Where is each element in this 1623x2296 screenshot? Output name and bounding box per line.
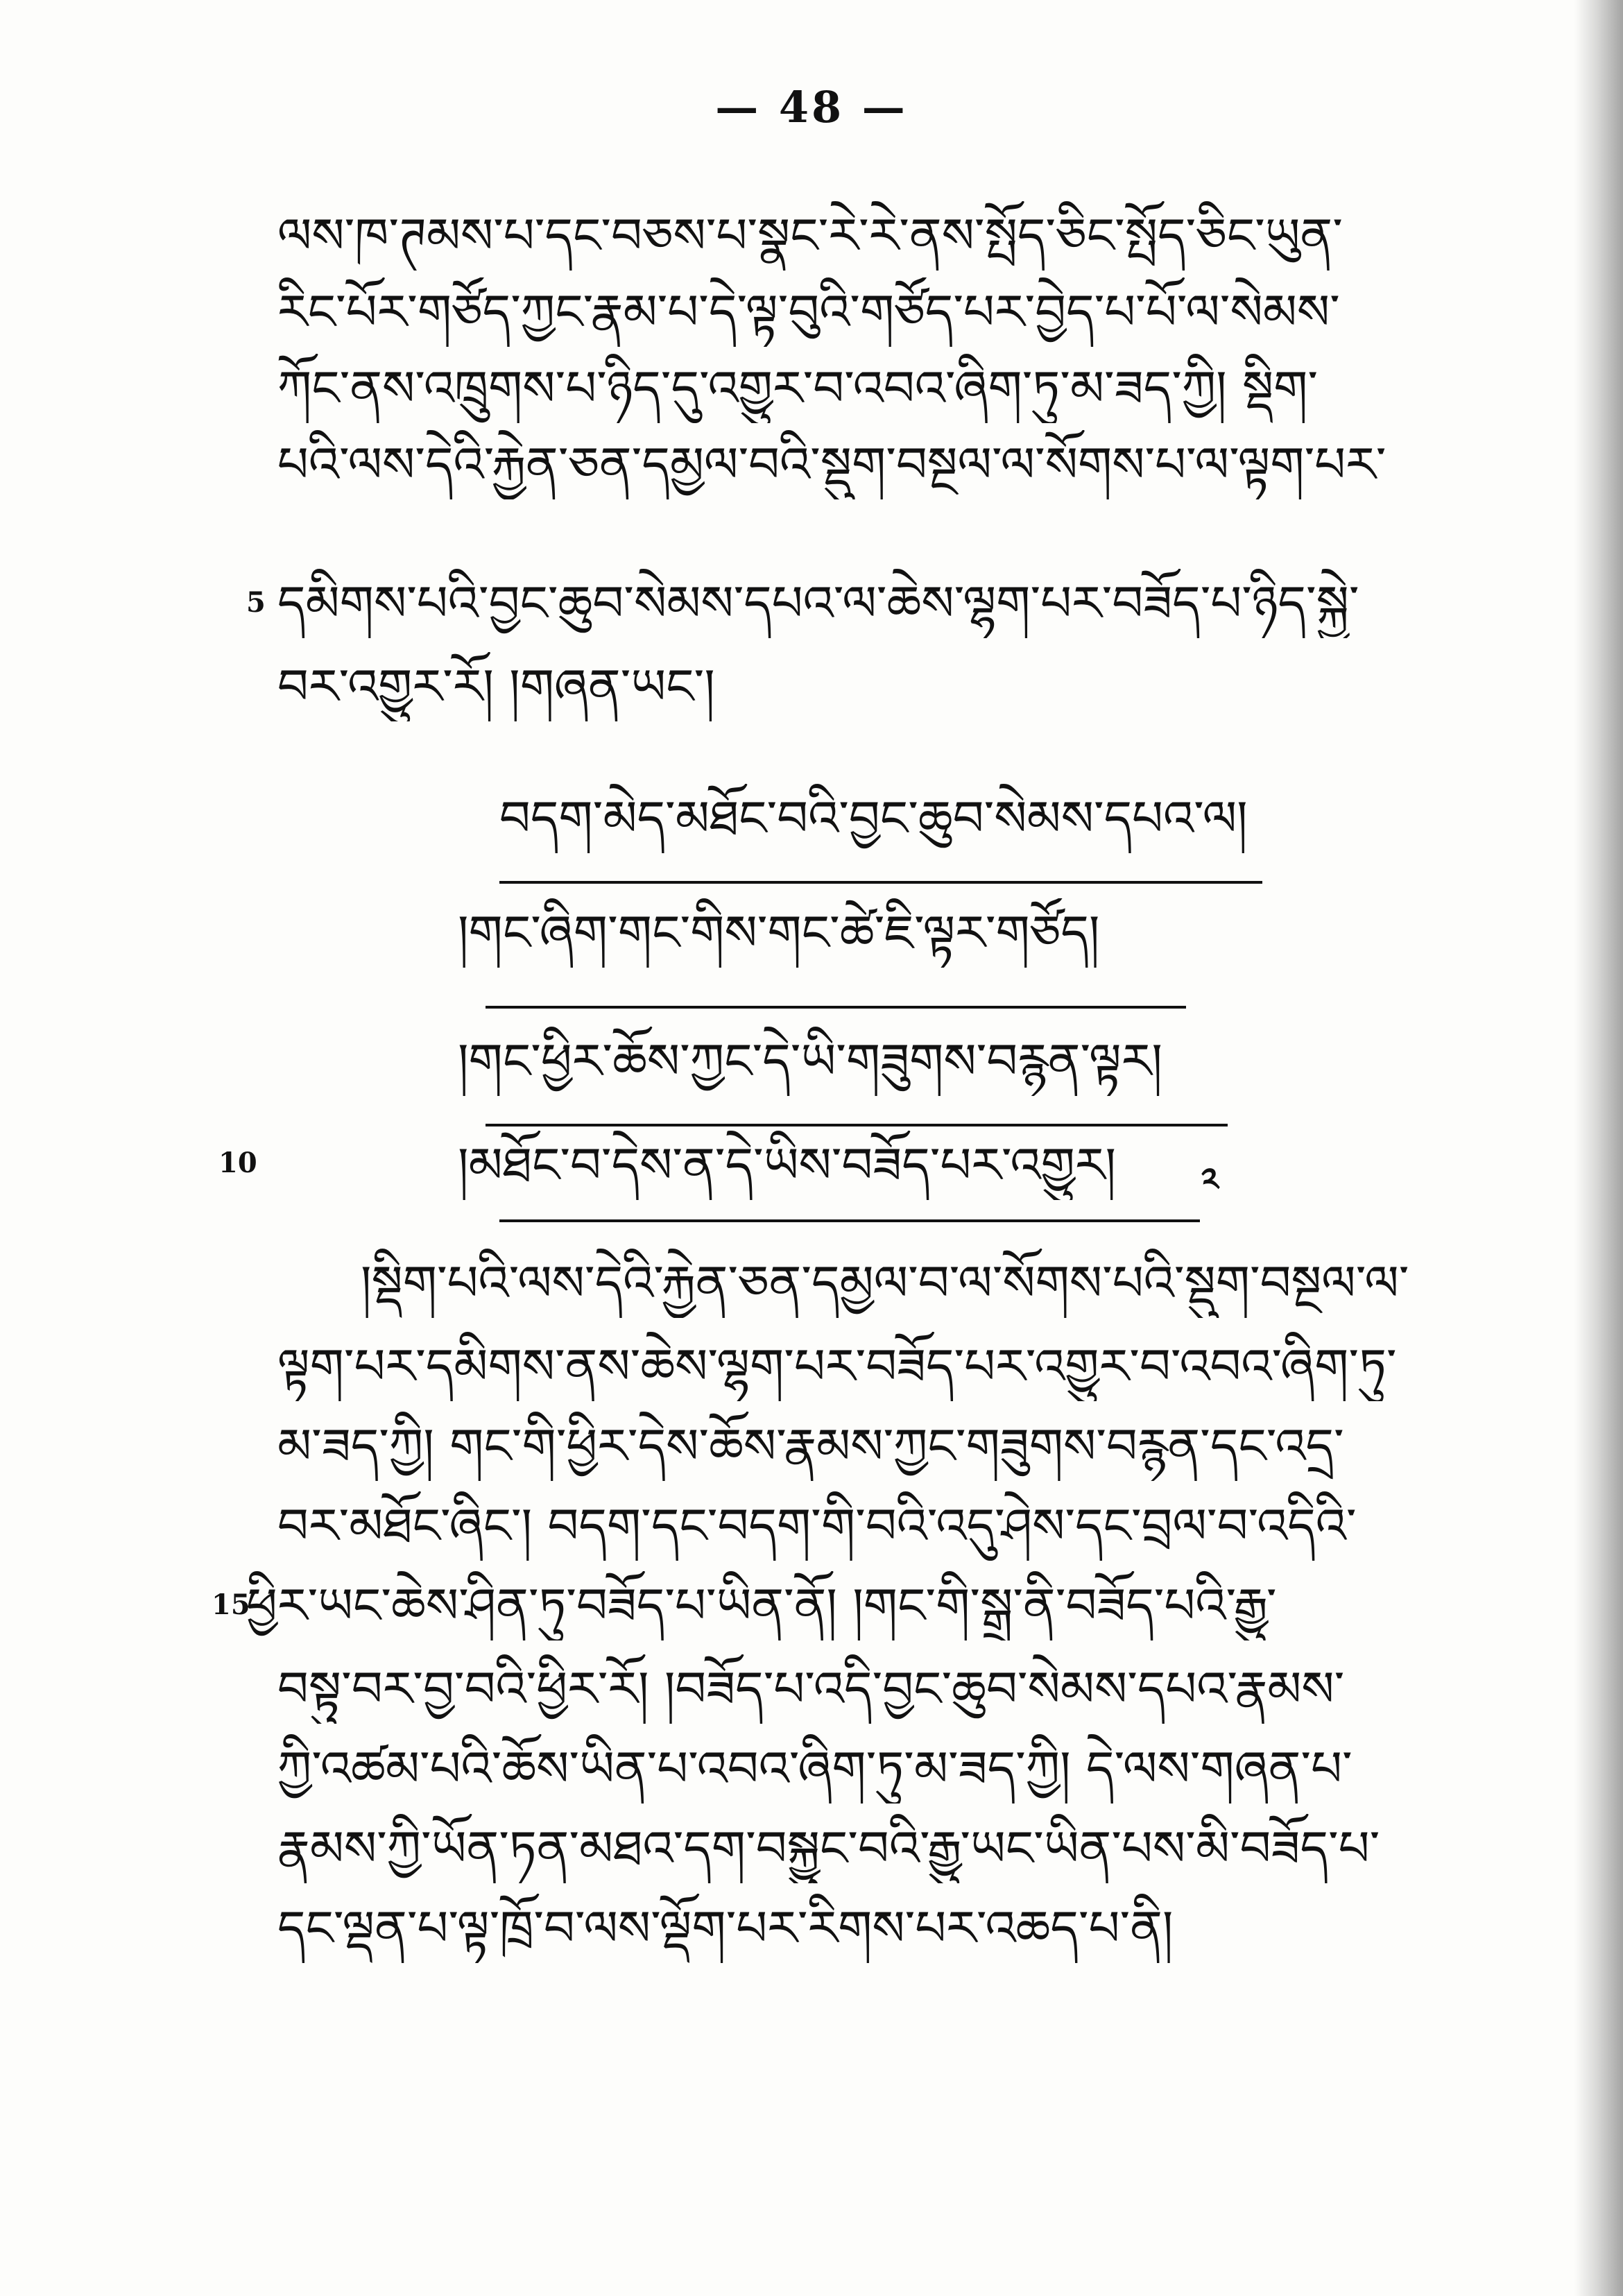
text-line: བསྟུ་བར་བྱ་བའི་ཕྱིར་རོ། །བཟོད་པ་འདི་བྱང་ཆུབ་སེམས་དཔའ་རྣམས་ — [277, 1661, 1345, 1717]
verse-underline — [486, 1124, 1228, 1126]
verse-line: །གང་ཞིག་གང་གིས་གང་ཚེ་ཇི་ལྟར་གཙོད། — [458, 905, 1100, 961]
text-line: དང་ལྡན་པ་ལྟ་ཁྲོ་བ་ལས་ལྡོག་པར་རིགས་པར་འཆད་པ་ནི། — [277, 1900, 1174, 1957]
verse-line: བདག་མེད་མཐོང་བའི་བྱང་ཆུབ་སེམས་དཔའ་ལ། — [499, 790, 1248, 847]
text-line: པའི་ལས་དེའི་རྐྱེན་ཅན་དམྱལ་བའི་སྡུག་བསྔལ་ལ་སོགས་པ་ལ་ལྟག་པར་ — [277, 436, 1386, 493]
text-line: བར་འགྱུར་རོ། །གཞན་ཡང་། — [277, 658, 715, 715]
line-number: 10 — [218, 1147, 257, 1179]
line-number: 15 — [212, 1588, 250, 1621]
text-line: ཀོང་ནས་འཁྲུགས་པ་ཉིད་དུ་འགྱུར་བ་འབའ་ཞིག་ཏུ་མ་ཟད་ཀྱི། སྡིག་ — [277, 360, 1319, 417]
text-line: བར་མཐོང་ཞིང་། བདག་དང་བདག་གི་བའི་འདུ་ཤེས་དང་བྲལ་བ་འདིའི་ — [277, 1498, 1357, 1554]
verse-underline — [499, 881, 1262, 884]
scan-edge-shadow — [1574, 0, 1623, 2296]
page-number: — 48 — — [715, 82, 908, 132]
verse-underline — [486, 1006, 1186, 1009]
verse-line: །མཐོང་བ་དེས་ན་དེ་ཡིས་བཟོད་པར་འགྱུར། — [458, 1137, 1117, 1194]
verse-number-mark: ༢ — [1201, 1161, 1219, 1200]
text-line: མ་ཟད་ཀྱི། གང་གི་ཕྱིར་དེས་ཆོས་རྣམས་ཀྱང་གཟུགས་བརྙན་དང་འདྲ་ — [277, 1418, 1344, 1475]
verse-underline — [499, 1219, 1200, 1222]
text-line: །སྡིག་པའི་ལས་དེའི་རྐྱེན་ཅན་དམྱལ་བ་ལ་སོགས་པའི་སྡུག་བསྔལ་ལ་ — [361, 1255, 1409, 1312]
text-line: ལྟག་པར་དམིགས་ནས་ཆེས་ལྷག་པར་བཟོད་པར་འགྱུར་བ་འབའ་ཞིག་ཏུ་ — [277, 1338, 1397, 1395]
line-number: 5 — [246, 586, 266, 619]
text-line: ཕྱིར་ཡང་ཆེས་ཤིན་ཏུ་བཟོད་པ་ཡིན་ནོ། །གང་གི་སྒྲ་ནི་བཟོད་པའི་རྒྱུ་ — [246, 1577, 1277, 1634]
text-line: དམིགས་པའི་བྱང་ཆུབ་སེམས་དཔའ་ལ་ཆེས་ལྷག་པར་བཟོད་པ་ཉིད་སྐྱེ་ — [277, 575, 1359, 632]
verse-line: །གང་ཕྱིར་ཆོས་ཀྱང་དེ་ཡི་གཟུགས་བརྙན་ལྟར། — [458, 1033, 1162, 1090]
text-line: རྣམས་ཀྱི་ཡོན་ཏན་མཐའ་དག་བསྐྱུང་བའི་རྒྱུ་ཡང་ཡིན་པས་མི་བཟོད་པ་ — [277, 1820, 1380, 1877]
text-line: ལས་ཁ་ཊམས་པ་དང་བཅས་པ་སྣང་རེ་རེ་ནས་སྤོད་ཅིང་སྤོད་ཅིང་ཡུན་ — [277, 207, 1343, 264]
text-line: ཀྱི་འཚམ་པའི་ཆོས་ཡིན་པ་འབའ་ཞིག་ཏུ་མ་ཟད་ཀྱི། དེ་ལས་གཞན་པ་ — [277, 1740, 1352, 1797]
text-line: རིང་པོར་གཙོད་ཀྱང་རྣམ་པ་དེ་ལྟ་བུའི་གཙོད་པར་བྱེད་པ་པོ་ལ་སེམས་ — [277, 284, 1340, 341]
